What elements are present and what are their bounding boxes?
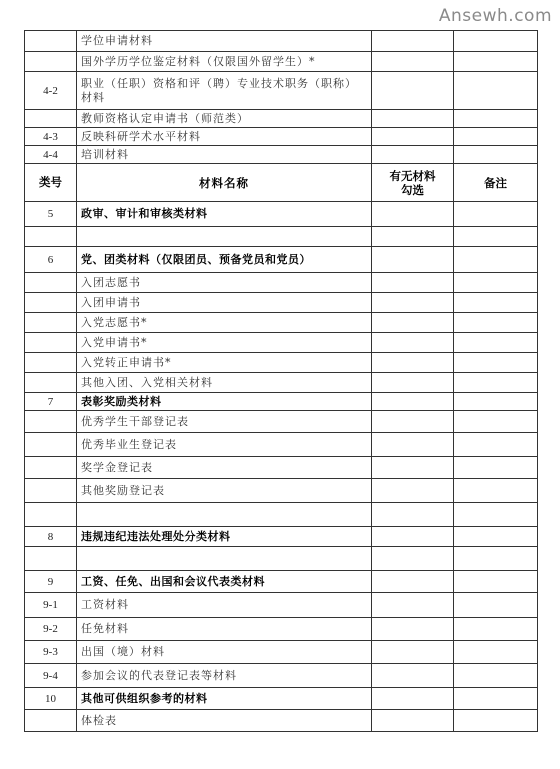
remark-cell [454, 688, 538, 710]
category-number [25, 110, 77, 128]
table-row [25, 393, 538, 411]
material-check-cell [372, 313, 454, 333]
material-name: 入团志愿书 [77, 273, 372, 293]
remark-cell [454, 128, 538, 146]
table-row [25, 503, 538, 527]
remark-cell [454, 479, 538, 503]
category-number [25, 710, 77, 732]
watermark: Ansewh.com [438, 6, 552, 26]
remark-cell [454, 227, 538, 247]
category-number: 4-4 [25, 146, 77, 164]
material-check-cell [372, 373, 454, 393]
category-number: 6 [25, 247, 77, 273]
category-number [25, 373, 77, 393]
remark-cell [454, 146, 538, 164]
material-name: 入党转正申请书* [77, 353, 372, 373]
material-check-cell [372, 333, 454, 353]
table-row [25, 457, 538, 479]
remark-cell [454, 710, 538, 732]
category-number: 5 [25, 202, 77, 227]
material-check-cell [372, 110, 454, 128]
category-number: 10 [25, 688, 77, 710]
material-check-cell [372, 293, 454, 313]
table-row [25, 571, 538, 593]
material-name: 政审、审计和审核类材料 [77, 202, 372, 227]
category-number [25, 31, 77, 52]
table-row [25, 313, 538, 333]
remark-cell [454, 547, 538, 571]
remark-cell [454, 313, 538, 333]
category-number: 9-1 [25, 593, 77, 618]
material-check-cell [372, 353, 454, 373]
category-number: 8 [25, 527, 77, 547]
material-name: 工资材料 [77, 593, 372, 618]
table-row [25, 293, 538, 313]
category-number [25, 457, 77, 479]
material-name [77, 503, 372, 527]
material-check-cell [372, 641, 454, 664]
material-name: 国外学历学位鉴定材料（仅限国外留学生）* [77, 52, 372, 72]
remark-cell [454, 503, 538, 527]
category-number [25, 411, 77, 433]
material-check-cell [372, 527, 454, 547]
header-name: 材料名称 [77, 164, 372, 202]
category-number [25, 333, 77, 353]
remark-cell [454, 31, 538, 52]
material-check-cell [372, 128, 454, 146]
header-remark: 备注 [454, 164, 538, 202]
material-name: 工资、任免、出国和会议代表类材料 [77, 571, 372, 593]
category-number [25, 52, 77, 72]
material-name: 党、团类材料（仅限团员、预备党员和党员） [77, 247, 372, 273]
table-row [25, 353, 538, 373]
category-number [25, 313, 77, 333]
table-row [25, 479, 538, 503]
remark-cell [454, 593, 538, 618]
remark-cell [454, 202, 538, 227]
material-check-cell [372, 227, 454, 247]
table-row [25, 433, 538, 457]
material-check-cell [372, 503, 454, 527]
remark-cell [454, 52, 538, 72]
material-name: 参加会议的代表登记表等材料 [77, 664, 372, 688]
remark-cell [454, 373, 538, 393]
table-row [25, 688, 538, 710]
category-number [25, 547, 77, 571]
remark-cell [454, 393, 538, 411]
remark-cell [454, 411, 538, 433]
material-name: 培训材料 [77, 146, 372, 164]
remark-cell [454, 273, 538, 293]
category-number: 9-3 [25, 641, 77, 664]
table-row [25, 128, 538, 146]
material-check-cell [372, 72, 454, 110]
remark-cell [454, 457, 538, 479]
material-name: 教师资格认定申请书（师范类） [77, 110, 372, 128]
table-row [25, 527, 538, 547]
table-row [25, 547, 538, 571]
remark-cell [454, 110, 538, 128]
remark-cell [454, 72, 538, 110]
material-name: 表彰奖励类材料 [77, 393, 372, 411]
category-number: 7 [25, 393, 77, 411]
table-row [25, 247, 538, 273]
material-check-cell [372, 571, 454, 593]
table-row [25, 202, 538, 227]
material-check-cell [372, 273, 454, 293]
material-check-cell [372, 664, 454, 688]
table-row [25, 273, 538, 293]
table-row [25, 146, 538, 164]
category-number [25, 227, 77, 247]
material-check-cell [372, 618, 454, 641]
remark-cell [454, 571, 538, 593]
material-name: 入团申请书 [77, 293, 372, 313]
material-check-cell [372, 710, 454, 732]
material-name [77, 547, 372, 571]
header-check: 有无材料 勾选 [372, 164, 454, 202]
material-name: 职业（任职）资格和评（聘）专业技术职务（职称）材料 [77, 72, 372, 110]
category-number: 9 [25, 571, 77, 593]
remark-cell [454, 527, 538, 547]
remark-cell [454, 247, 538, 273]
material-check-cell [372, 433, 454, 457]
table-row [25, 411, 538, 433]
material-check-cell [372, 247, 454, 273]
material-check-cell [372, 411, 454, 433]
category-number [25, 293, 77, 313]
table-row [25, 110, 538, 128]
material-name: 其他奖励登记表 [77, 479, 372, 503]
material-name: 优秀毕业生登记表 [77, 433, 372, 457]
material-check-cell [372, 479, 454, 503]
material-name: 优秀学生干部登记表 [77, 411, 372, 433]
material-check-cell [372, 457, 454, 479]
archive-materials-table [24, 30, 538, 732]
material-check-cell [372, 31, 454, 52]
material-name: 其他可供组织参考的材料 [77, 688, 372, 710]
remark-cell [454, 353, 538, 373]
material-name [77, 227, 372, 247]
table-row [25, 72, 538, 110]
category-number: 4-2 [25, 72, 77, 110]
category-number: 9-4 [25, 664, 77, 688]
table-row [25, 31, 538, 52]
table-row [25, 618, 538, 641]
material-name: 入党志愿书* [77, 313, 372, 333]
material-check-cell [372, 547, 454, 571]
table-row [25, 333, 538, 353]
table-row [25, 710, 538, 732]
category-number [25, 353, 77, 373]
material-name: 奖学金登记表 [77, 457, 372, 479]
material-check-cell [372, 146, 454, 164]
table-row [25, 227, 538, 247]
material-check-cell [372, 688, 454, 710]
material-name: 出国（境）材料 [77, 641, 372, 664]
table-row [25, 373, 538, 393]
material-name: 任免材料 [77, 618, 372, 641]
remark-cell [454, 641, 538, 664]
material-name: 体检表 [77, 710, 372, 732]
material-check-cell [372, 52, 454, 72]
remark-cell [454, 333, 538, 353]
header-category: 类号 [25, 164, 77, 202]
material-check-cell [372, 202, 454, 227]
remark-cell [454, 433, 538, 457]
table-row [25, 664, 538, 688]
material-check-cell [372, 393, 454, 411]
category-number: 4-3 [25, 128, 77, 146]
remark-cell [454, 618, 538, 641]
material-name: 反映科研学术水平材料 [77, 128, 372, 146]
material-name: 入党申请书* [77, 333, 372, 353]
table-row [25, 641, 538, 664]
category-number: 9-2 [25, 618, 77, 641]
table-row [25, 52, 538, 72]
category-number [25, 479, 77, 503]
material-check-cell [372, 593, 454, 618]
table-header-row [25, 164, 538, 202]
material-name: 违规违纪违法处理处分类材料 [77, 527, 372, 547]
material-name: 其他入团、入党相关材料 [77, 373, 372, 393]
category-number [25, 273, 77, 293]
table-row [25, 593, 538, 618]
material-name: 学位申请材料 [77, 31, 372, 52]
category-number [25, 433, 77, 457]
remark-cell [454, 293, 538, 313]
category-number [25, 503, 77, 527]
remark-cell [454, 664, 538, 688]
